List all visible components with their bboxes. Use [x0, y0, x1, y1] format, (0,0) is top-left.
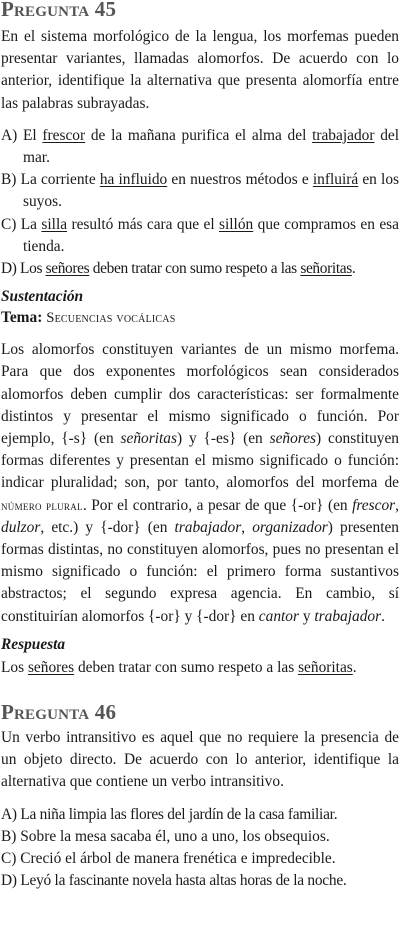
underlined-word: trabajador — [312, 126, 375, 144]
option-c: C) La silla resultó más cara que el sillón que compramos en esa tienda. — [1, 215, 399, 255]
option-b: B) La corriente ha influido en nuestros métodos e influirá en los suyos. — [1, 171, 400, 211]
tema-line — [1, 307, 399, 329]
option-a: A) El frescor de la mañana purifica el alma del trabajador del mar. — [1, 126, 399, 167]
tema-value: Secuencias vocálicas — [46, 310, 176, 327]
option-d: D) Los señores deben tratar con sumo respeto a las señoritas. — [1, 260, 356, 278]
question-46-intro: Un verbo intransitivo es aquel que no requiere la presencia de un objeto directo. De acuerdo con lo anterior, identifique la alternativa que contiene un verbo intransitivo. — [1, 729, 399, 791]
option-a: A) La niña limpia las flores del jardín de la casa familiar. — [1, 805, 338, 823]
question-45-intro: En el sistema morfológico de la lengua, los morfemas pueden presentar variantes, llamadas alomorfos. De acuerdo con lo anterior, identifique la alternativa que presenta alomorfía entre las palabras subrayadas. — [1, 28, 399, 112]
underlined-word: silla — [41, 215, 68, 233]
option-c: C) Creció el árbol de manera frenética e impredecible. — [1, 850, 336, 868]
sustentacion-label: Sustentación — [1, 288, 84, 306]
underlined-word: señoritas — [298, 658, 353, 676]
option-d: D) Leyó la fascinante novela hasta altas horas de la noche. — [1, 872, 347, 890]
sustentacion-paragraph: Los alomorfos constituyen variantes de un mismo morfema. Para que dos exponentes morfológicos sean considerados alomorfos deben cumplir dos características: ser formalmente distintos y presentar el mismo significado o función. Por ejemplo, {-s} (en señoritas) y {-es} (en señores) constituyen formas diferentes y presentan el mismo significado o función: indicar pluralidad; son, por tanto, alomorfos del morfema de número plural. Por el contrario, a pesar de que {-or} (en frescor, dulzor, etc.) y {-dor} (en trabajador, organizador) presenten formas distintas, no constituyen alomorfos, pues no presentan el mismo significado o función: el primero forma sustantivos abstractos; el segundo expresa agencia. En cambio, sí constituirían alomorfos {-or} y {-dor} en cantor y trabajador. — [1, 341, 399, 625]
question-45-heading — [1, 0, 399, 22]
underlined-word: influirá — [312, 171, 359, 189]
question-number: 46 — [94, 700, 117, 725]
question-word: Pregunta — [1, 0, 90, 21]
underlined-word: señores — [45, 260, 90, 278]
tema-label: Tema: — [1, 309, 43, 327]
respuesta-text: Los señores deben tratar con sumo respeto a las señoritas. — [1, 658, 357, 676]
respuesta-label: Respuesta — [1, 635, 66, 653]
underlined-word: frescor — [42, 126, 86, 144]
underlined-word: ha influido — [99, 171, 168, 189]
question-word: Pregunta — [1, 700, 90, 725]
option-b: B) Sobre la mesa sacaba él, uno a uno, los obsequios. — [1, 827, 330, 845]
underlined-word: sillón — [219, 215, 254, 233]
question-46-heading — [1, 699, 399, 725]
underlined-word: señoritas — [300, 260, 352, 278]
underlined-word: señores — [27, 658, 75, 676]
question-number: 45 — [94, 0, 117, 21]
